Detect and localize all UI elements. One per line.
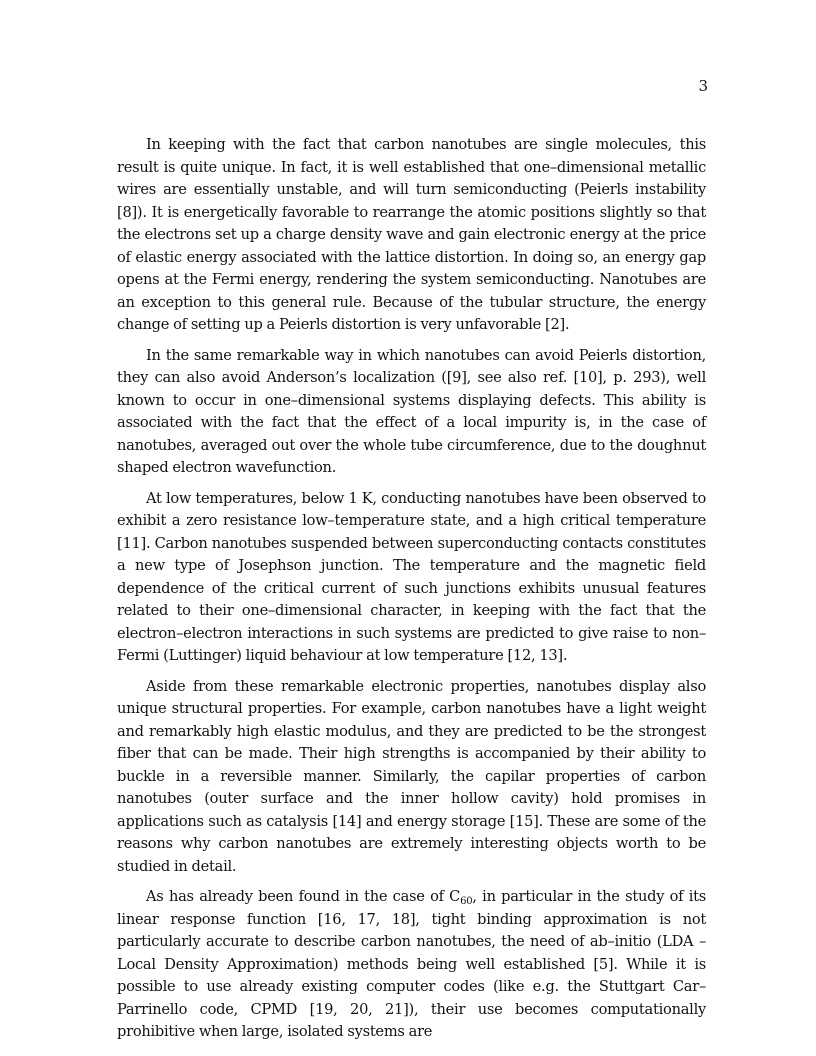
page-number: 3 [698,77,708,95]
c60-text-after: , in particular in the study of its linear response function [16, 17, 18], tight binding approximation is not particularly accurate to describe carbon nanotubes, the need of ab–initio (LDA – Local Density Approximation) methods being well established [5]. While it is possible to use already existing computer codes (like e.g. the Stuttgart Car–Parrinello code, CPMD [19, 20, 21]), their use becomes computationally prohibitive when large, isolated systems are [117,888,706,1040]
paragraph-superconductivity: At low temperatures, below 1 K, conducting nanotubes have been observed to exhibit a zero resistance low–temperature state, and a high critical temperature [11]. Carbon nanotubes suspended between superconducting contacts constitutes a new type of Josephson junction. The temperature and the magnetic field dependence of the critical current of such junctions exhibits unusual features related to their one–dimensional character, in keeping with the fact that the electron–electron interactions in such systems are predicted to give raise to non–Fermi (Luttinger) liquid behaviour at low temperature [12, 13]. [117,489,706,664]
c60-subscript: 60 [460,896,473,907]
paragraph-ab-initio-methods [117,886,706,1044]
paragraph-anderson-localization: In the same remarkable way in which nanotubes can avoid Peierls distortion, they can also avoid Anderson’s localization ([9], see also ref. [10], p. 293), well known to occur in one–dimensional systems displaying defects. This ability is associated with the fact that the effect of a local impurity is, in the case of nanotubes, averaged out over the whole tube circumference, due to the doughnut shaped electron wavefunction. [117,346,706,476]
paragraph-peierls-instability: In keeping with the fact that carbon nanotubes are single molecules, this result is quite unique. In fact, it is well established that one–dimensional metallic wires are essentially unstable, and will turn semiconducting (Peierls instability [8]). It is energetically favorable to rearrange the atomic positions slightly so that the electrons set up a charge density wave and gain electronic energy at the price of elastic energy associated with the lattice distortion. In doing so, an energy gap opens at the Fermi energy, rendering the system semiconducting. Nanotubes are an exception to this general rule. Because of the tubular structure, the energy change of setting up a Peierls distortion is very unfavorable [2]. [117,136,706,333]
body-text [117,134,706,1052]
c60-text-before: As has already been found in the case of C [146,888,461,905]
paragraph-structural-properties: Aside from these remarkable electronic properties, nanotubes display also unique structural properties. For example, carbon nanotubes have a light weight and remarkably high elastic modulus, and they are predicted to be the strongest fiber that can be made. Their high strengths is accompanied by their ability to buckle in a reversible manner. Similarly, the capilar properties of carbon nanotubes (outer surface and the inner hollow cavity) hold promises in applications such as catalysis [14] and energy storage [15]. These are some of the reasons why carbon nanotubes are extremely interesting objects worth to be studied in detail. [117,677,706,875]
